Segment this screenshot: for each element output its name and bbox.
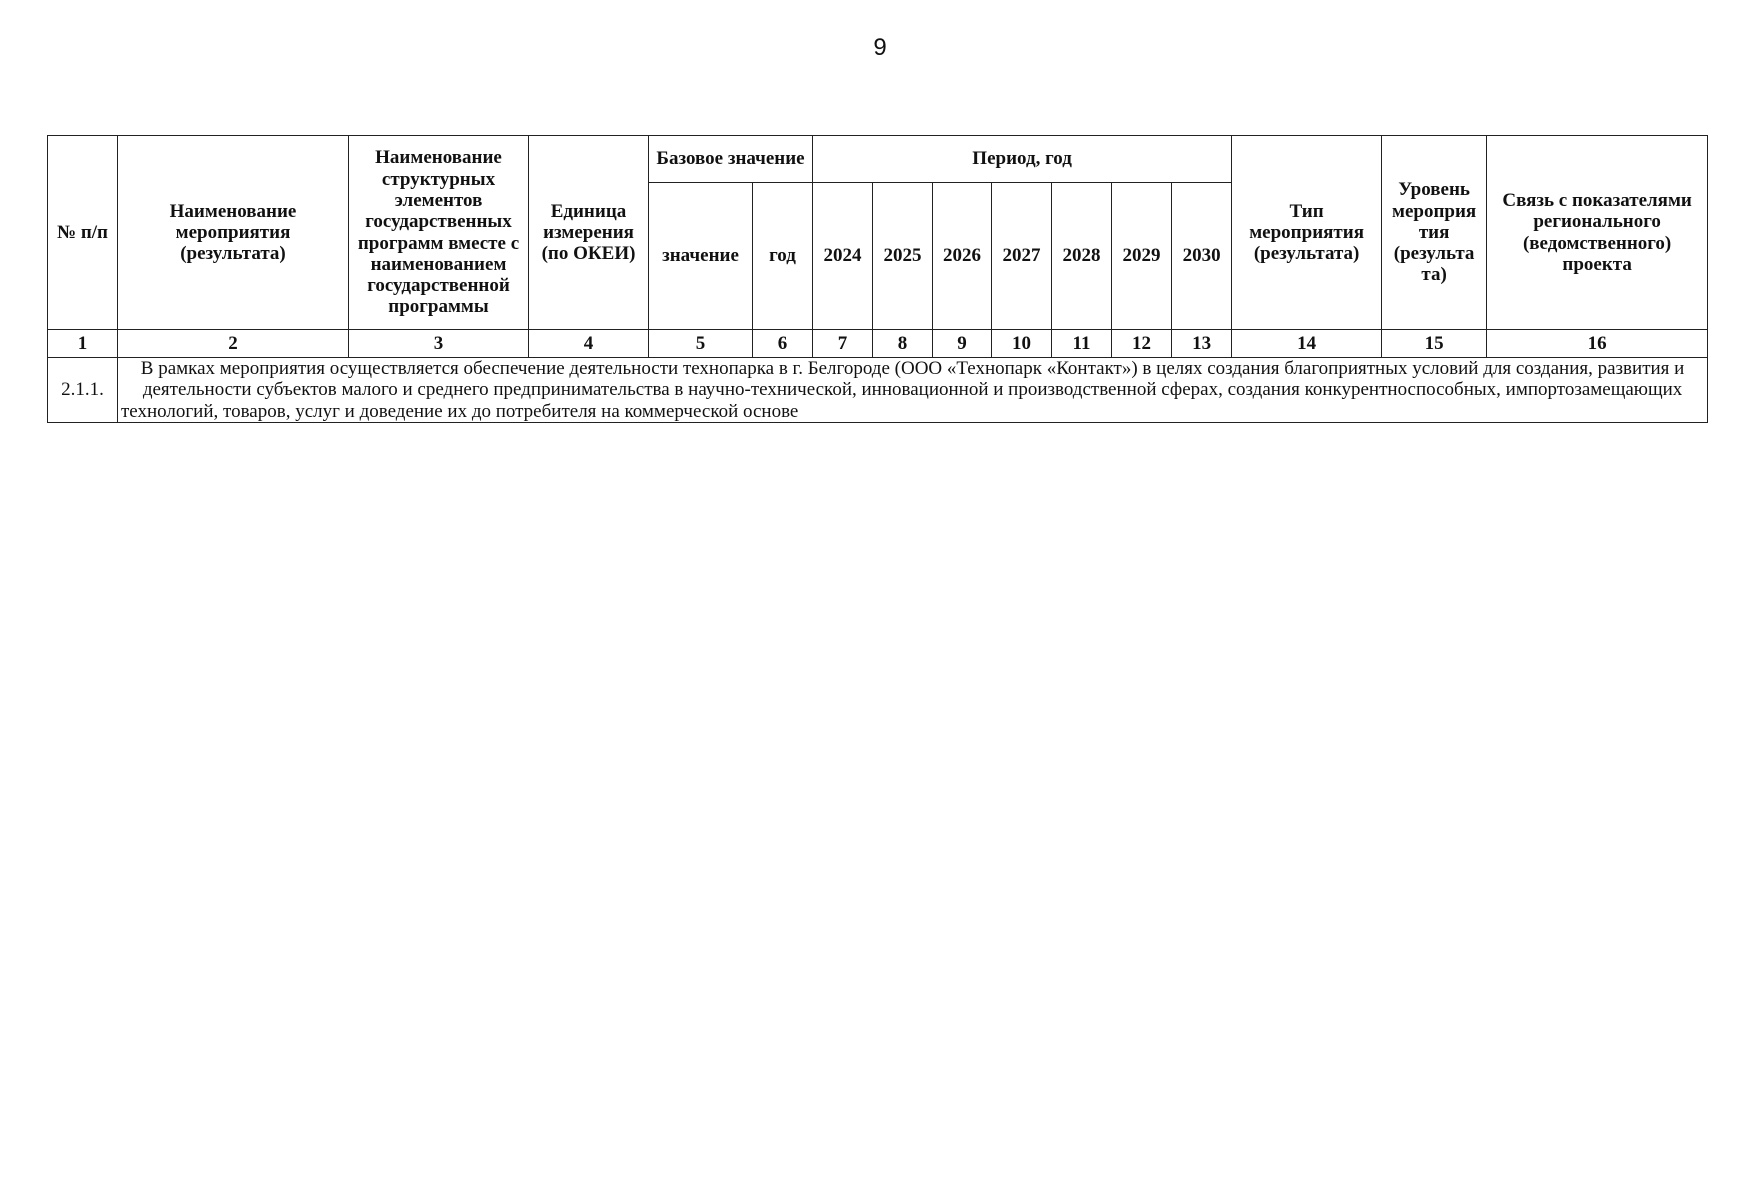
column-number: 9 xyxy=(933,330,992,358)
header-year-2025: 2025 xyxy=(873,183,933,330)
header-year-2030: 2030 xyxy=(1172,183,1232,330)
row-id: 2.1.1. xyxy=(48,358,118,423)
header-year-2024: 2024 xyxy=(813,183,873,330)
header-level: Уровень мероприя тия (результа та) xyxy=(1382,136,1487,330)
column-number: 2 xyxy=(118,330,349,358)
column-number: 16 xyxy=(1487,330,1708,358)
column-number: 12 xyxy=(1112,330,1172,358)
header-year-2028: 2028 xyxy=(1052,183,1112,330)
header-name: Наименование мероприятия (результата) xyxy=(118,136,349,330)
header-structural: Наименование структурных элементов государственных программ вместе с наименованием государственной программы xyxy=(349,136,529,330)
header-num: № п/п xyxy=(48,136,118,330)
column-number: 14 xyxy=(1232,330,1382,358)
header-base: Базовое значение xyxy=(649,136,813,183)
column-number: 1 xyxy=(48,330,118,358)
column-number: 6 xyxy=(753,330,813,358)
page-number: 9 xyxy=(873,34,887,61)
header-row-top xyxy=(48,136,1708,183)
column-number: 11 xyxy=(1052,330,1112,358)
column-number: 5 xyxy=(649,330,753,358)
column-number: 3 xyxy=(349,330,529,358)
header-type: Тип мероприятия (результата) xyxy=(1232,136,1382,330)
column-number-row xyxy=(48,330,1708,358)
column-number: 4 xyxy=(529,330,649,358)
header-year-2029: 2029 xyxy=(1112,183,1172,330)
measures-table xyxy=(47,135,1708,423)
header-base-year: год xyxy=(753,183,813,330)
column-number: 10 xyxy=(992,330,1052,358)
header-period: Период, год xyxy=(813,136,1232,183)
column-number: 15 xyxy=(1382,330,1487,358)
table-row xyxy=(48,358,1708,423)
row-description: В рамках мероприятия осуществляется обеспечение деятельности технопарка в г. Белгороде (ООО «Технопарк «Контакт») в целях создания благоприятных условий для создания, развития и деятельности субъектов малого и среднего предпринимательства в научно-технической, инновационной и производственной сферах, создания конкурентноспособных, импортозамещающих технологий, товаров, услуг и доведение их до потребителя на коммерческой основе xyxy=(118,358,1708,423)
header-year-2027: 2027 xyxy=(992,183,1052,330)
header-unit: Единица измерения (по ОКЕИ) xyxy=(529,136,649,330)
column-number: 8 xyxy=(873,330,933,358)
header-link: Связь с показателями регионального (ведомственного) проекта xyxy=(1487,136,1708,330)
header-year-2026: 2026 xyxy=(933,183,992,330)
column-number: 13 xyxy=(1172,330,1232,358)
header-base-value: значение xyxy=(649,183,753,330)
column-number: 7 xyxy=(813,330,873,358)
